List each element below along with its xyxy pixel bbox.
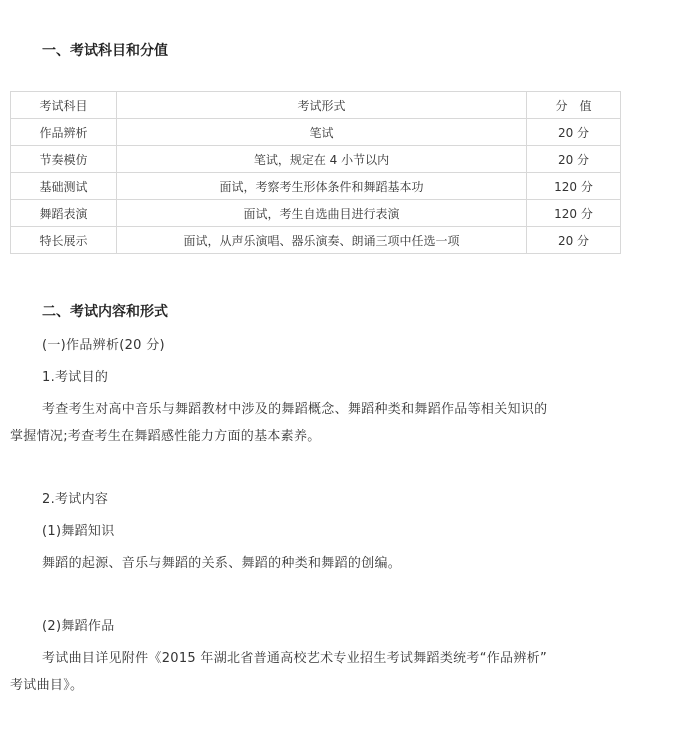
cell-score: 20 分 [527, 227, 621, 254]
subsection-title: (一)作品辨析(20 分) [42, 338, 165, 353]
table-row [11, 146, 621, 173]
cell-subject: 基础测试 [11, 173, 117, 200]
paragraph-line: 考试曲目》。 [10, 678, 84, 693]
table-row [11, 173, 621, 200]
paragraph-line: 舞蹈的起源、音乐与舞蹈的关系、舞蹈的种类和舞蹈的创编。 [42, 556, 402, 571]
cell-subject: 节奏模仿 [11, 146, 117, 173]
table-row [11, 227, 621, 254]
section-2-heading: 二、考试内容和形式 [42, 304, 168, 320]
header-subject: 考试科目 [11, 92, 117, 119]
cell-form: 面试，从声乐演唱、器乐演奏、朗诵三项中任选一项 [117, 227, 527, 254]
header-form: 考试形式 [117, 92, 527, 119]
cell-subject: 特长展示 [11, 227, 117, 254]
table-header-row [11, 92, 621, 119]
cell-score: 120 分 [527, 173, 621, 200]
cell-score: 20 分 [527, 119, 621, 146]
cell-form: 笔试 [117, 119, 527, 146]
sub-item-heading: (1)舞蹈知识 [42, 524, 115, 539]
cell-form: 笔试，规定在 4 小节以内 [117, 146, 527, 173]
cell-score: 20 分 [527, 146, 621, 173]
section-1-heading: 一、考试科目和分值 [42, 43, 168, 59]
cell-subject: 作品辨析 [11, 119, 117, 146]
paragraph-line: 考试曲目详见附件《2015 年湖北省普通高校艺术专业招生考试舞蹈类统考“作品辨析” [42, 651, 547, 666]
cell-form: 面试，考察考生形体条件和舞蹈基本功 [117, 173, 527, 200]
exam-subjects-table [10, 91, 621, 254]
paragraph-line: 掌握情况;考查考生在舞蹈感性能力方面的基本素养。 [10, 429, 321, 444]
cell-score: 120 分 [527, 200, 621, 227]
table-row [11, 200, 621, 227]
cell-subject: 舞蹈表演 [11, 200, 117, 227]
header-score: 分 值 [527, 92, 621, 119]
table-row [11, 119, 621, 146]
cell-form: 面试，考生自选曲目进行表演 [117, 200, 527, 227]
paragraph-line: 考查考生对高中音乐与舞蹈教材中涉及的舞蹈概念、舞蹈种类和舞蹈作品等相关知识的 [42, 402, 548, 417]
item-heading: 2.考试内容 [42, 492, 109, 507]
item-heading: 1.考试目的 [42, 370, 109, 385]
sub-item-heading: (2)舞蹈作品 [42, 619, 115, 634]
